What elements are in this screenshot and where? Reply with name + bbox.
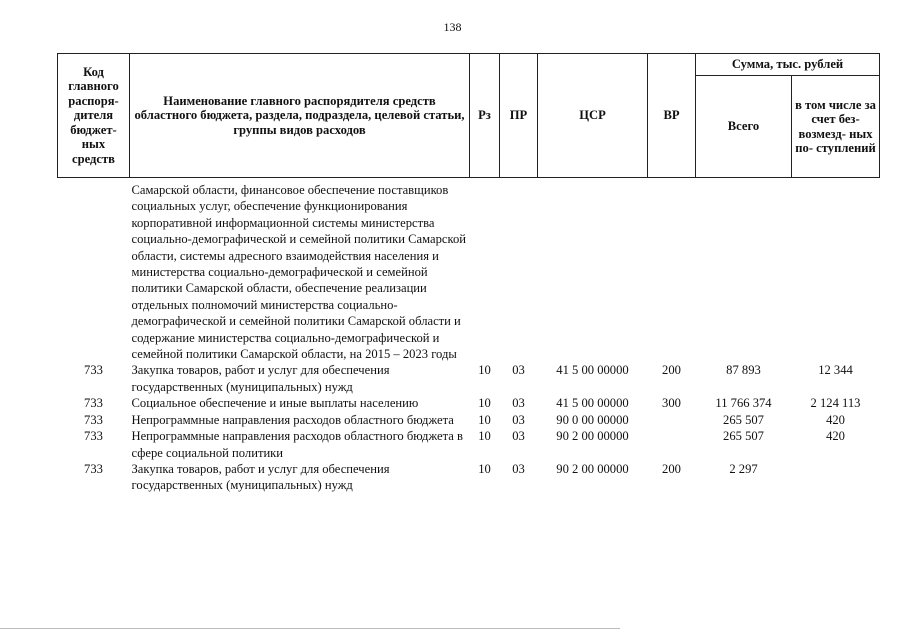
header-total: Всего — [696, 76, 792, 178]
cell-total: 87 893 — [726, 363, 761, 378]
header-code: Код главного распоря- дителя бюджет- ных средств — [58, 54, 130, 178]
cell-csr: 41 5 00 00000 — [556, 363, 629, 378]
cell-name: Непрограммные направления расходов областного бюджета в сфере социальной политики — [131, 429, 463, 460]
table-row — [58, 412, 880, 428]
cell-free: 2 124 113 — [810, 396, 861, 411]
cell-vr: 300 — [662, 396, 681, 411]
cell-code: 733 — [84, 412, 103, 427]
header-pr: ПР — [500, 54, 538, 178]
cell-pr — [500, 182, 538, 362]
header-sum: Сумма, тыс. рублей — [696, 54, 880, 76]
cell-total: 265 507 — [723, 429, 764, 444]
cell-pr: 03 — [512, 363, 525, 378]
table-row — [58, 182, 880, 362]
header-free: в том числе за счет без- возмезд- ных по- ступлений — [792, 76, 880, 178]
cell-csr — [538, 182, 648, 362]
table-row — [58, 362, 880, 395]
cell-code: 733 — [84, 461, 103, 476]
header-csr: ЦСР — [538, 54, 648, 178]
cell-rz: 10 — [478, 396, 491, 411]
cell-name: Непрограммные направления расходов областного бюджета — [131, 412, 454, 427]
table-row — [58, 461, 880, 494]
cell-pr: 03 — [512, 412, 525, 427]
cell-pr: 03 — [512, 429, 525, 444]
cell-vr — [648, 428, 696, 461]
cell-rz: 10 — [478, 429, 491, 444]
cell-vr — [648, 412, 696, 428]
cell-pr: 03 — [512, 461, 525, 476]
cell-total: 11 766 374 — [715, 396, 772, 411]
cell-free — [792, 182, 880, 362]
cell-code — [58, 182, 130, 362]
cell-free: 420 — [826, 412, 845, 427]
cell-rz — [470, 182, 500, 362]
cell-name: Самарской области, финансовое обеспечение поставщиков социальных услуг, обеспечение функционирования корпоративной информационной системы министерства социально-демографической и семейной политики Самарской области, системы адресного взаимодействия населения и министерства социально-демографической и семейной политики Самарской области, обеспечение реализации отдельных полномочий министерства социально-демографической и семейной политики Самарской области и содержание министерства социально-демографической и семейной политики Самарской области, на 2015 – 2023 годы — [131, 183, 466, 362]
header-vr: ВР — [648, 54, 696, 178]
cell-name: Закупка товаров, работ и услуг для обеспечения государственных (муниципальных) нужд — [131, 461, 390, 493]
cell-code: 733 — [84, 396, 103, 411]
cell-name: Закупка товаров, работ и услуг для обеспечения государственных (муниципальных) нужд — [131, 363, 390, 394]
cell-free: 420 — [826, 429, 845, 444]
cell-pr: 03 — [512, 396, 525, 411]
cell-vr: 200 — [662, 461, 681, 476]
cell-vr — [648, 182, 696, 362]
header-name: Наименование главного распорядителя средств областного бюджета, раздела, подраздела, целевой статьи, группы видов расходов — [130, 54, 470, 178]
table-row — [58, 428, 880, 461]
header-rz: Рз — [470, 54, 500, 178]
cell-code: 733 — [84, 429, 103, 444]
page-bottom-divider — [0, 628, 620, 629]
cell-total — [696, 182, 792, 362]
page-number: 138 — [443, 20, 462, 34]
cell-csr: 90 0 00 00000 — [556, 412, 629, 427]
cell-total: 2 297 — [729, 461, 758, 476]
cell-name: Социальное обеспечение и иные выплаты населению — [131, 396, 419, 411]
cell-rz: 10 — [478, 461, 491, 476]
cell-code: 733 — [84, 363, 103, 378]
cell-csr: 41 5 00 00000 — [556, 396, 629, 411]
cell-csr: 90 2 00 00000 — [556, 461, 629, 476]
cell-rz: 10 — [478, 412, 491, 427]
cell-free: 12 344 — [818, 363, 853, 378]
cell-csr: 90 2 00 00000 — [556, 429, 629, 444]
cell-vr: 200 — [662, 363, 681, 378]
cell-total: 265 507 — [723, 412, 764, 427]
cell-free — [792, 461, 880, 494]
cell-rz: 10 — [478, 363, 491, 378]
table-row — [58, 395, 880, 411]
budget-table — [57, 53, 880, 494]
